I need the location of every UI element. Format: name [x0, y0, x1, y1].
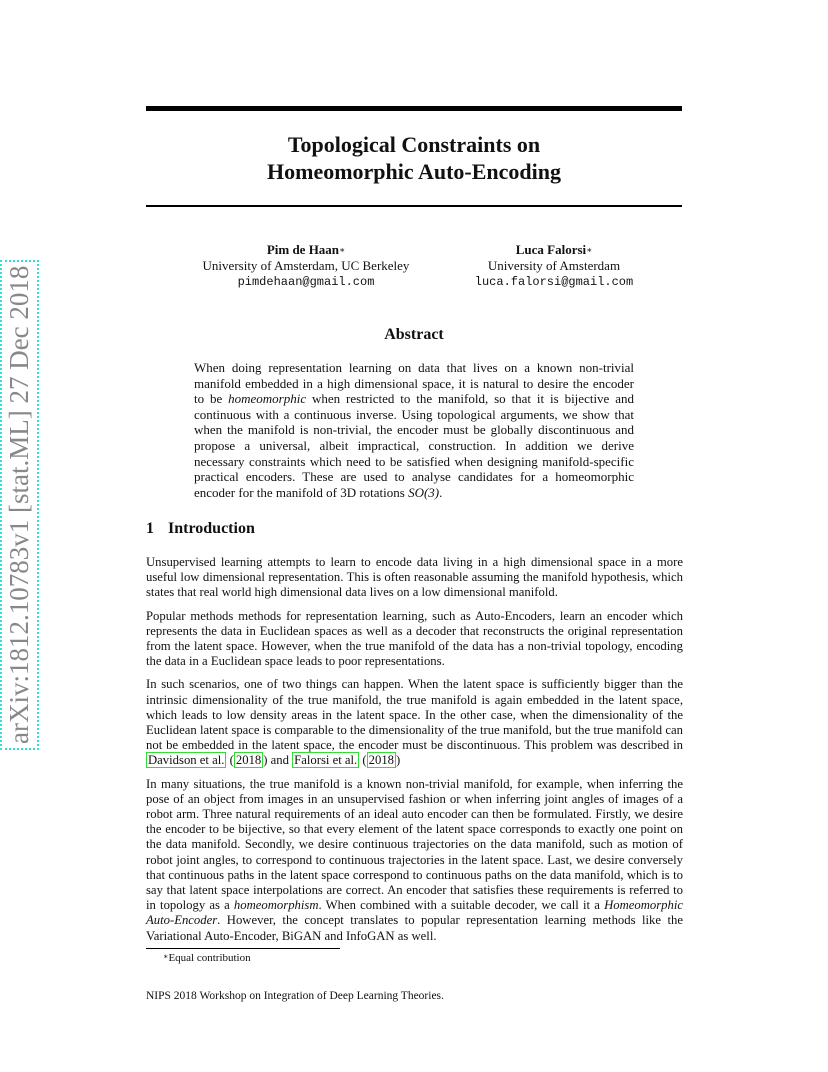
paper-title — [146, 131, 682, 185]
paragraph-text: In many situations, the true manifold is a known non-trivial manifold, for example, when inferring the pose of an object from images in an unsupervised fashion or when inferring joint angles of images of a robot arm. Three natural requirements of an ideal auto encoder can then be formulated. Firstly, we desire the encoder to be bijective, so that every element of the latent space corresponds to exactly one point on the data manifold. Secondly, we desire continuous trajectories on the data manifold, such as motion of robot joint angles, to correspond to continuous trajectories in the latent space. Last, we desire conversely that continuous paths in the latent space correspond to continuous paths on the data manifold, which is to say that latent space interpolations are correct. An encoder that satisfies these requirements is referred to in topology as a — [146, 776, 683, 913]
paragraph — [146, 777, 683, 944]
paragraph: In such scenarios, one of two things can happen. When the latent space is sufficiently bigger than the intrinsic dimensionality of the true manifold, the true manifold is again embedded in the latent space, which leads to low density areas in the latent space. In the other case, when the dimensionality of the Euclidean latent space is comparable to the dimensionality of the true manifold, but the true manifold can not be embedded in the latent space, the encoder must be discontinuous. This problem was described in Davidson et al. ( 2018 ) and Falorsi et al. ( 2018 ) — [146, 677, 683, 768]
citation-year-link[interactable]: 2018 — [368, 753, 395, 768]
abstract-part: . — [439, 484, 443, 500]
paragraph: Unsupervised learning attempts to learn to encode data living in a high dimensional space in a more useful low dimensional representation. This is often reasonable assuming the manifold hypothesis, which states that real world high dimensional data lives on a low dimensional manifold. — [146, 555, 683, 600]
title-rule-top — [146, 106, 682, 111]
author-block-1 — [188, 242, 424, 290]
abstract-part: when restricted to the manifold, so that it is bijective and continuous with a continuous inverse. Using topological arguments, we show that when the manifold is non-trivial, the encoder must be globally discontinuous and propose a universal, albeit impractical, construction. In addition we derive necessary constraints which need to be satisfied when designing manifold-specific practical encoders. These are used to analyse candidates for a homeomorphic encoder for the manifold of 3D rotations — [194, 391, 634, 500]
footnote-text: Equal contribution — [168, 952, 251, 964]
paragraph-text: . When combined with a suitable decoder, we call it a — [318, 898, 605, 913]
title-line-1: Topological Constraints on — [287, 132, 541, 157]
abstract-math: SO(3) — [408, 484, 440, 500]
paragraph-text: and — [267, 753, 293, 768]
arxiv-stamp: arXiv:1812.10783v1 [stat.ML] 27 Dec 2018 — [4, 265, 34, 744]
paragraph: Popular methods methods for representation learning, such as Auto-Encoders, learn an encoder which represents the data in Euclidean spaces as well as a decoder that reconstructs the original representation from the latent space. However, when the true manifold of the data has a non-trivial topology, encoding the data in a Euclidean space leads to poor representations. — [146, 608, 683, 669]
citation-year-link[interactable]: 2018 — [235, 753, 262, 768]
citation-link[interactable]: Falorsi et al. — [294, 753, 358, 768]
abstract-text — [194, 360, 634, 500]
author-affiliation: University of Amsterdam — [487, 258, 621, 273]
author-mark: ∗ — [339, 245, 346, 255]
author-mark: ∗ — [586, 245, 593, 255]
author-block-2 — [460, 242, 648, 290]
citation-link[interactable]: Davidson et al. — [148, 753, 225, 768]
section-heading — [146, 520, 255, 538]
author-affiliation: University of Amsterdam, UC Berkeley — [202, 258, 410, 273]
author-name: Pim de Haan — [266, 242, 340, 257]
abstract-emphasis: homeomorphic — [228, 391, 307, 407]
venue-note: NIPS 2018 Workshop on Integration of Deep Learning Theories. — [146, 990, 444, 1002]
author-email[interactable]: pimdehaan@gmail.com — [237, 275, 375, 289]
emphasis: homeomorphism — [233, 898, 319, 913]
intro-body — [146, 555, 683, 952]
section-number: 1 — [146, 520, 154, 537]
title-line-2: Homeomorphic Auto-Encoding — [267, 159, 561, 184]
footnote-rule — [146, 948, 340, 949]
emphasis: Homeomorphic Auto-Encoder — [146, 898, 683, 928]
footnote — [163, 952, 251, 964]
paragraph-text: . However, the concept translates to popular representation learning methods like the Variational Auto-Encoder, BiGAN and InfoGAN as well. — [146, 913, 683, 943]
paragraph-text: In such scenarios, one of two things can happen. When the latent space is sufficiently bigger than the intrinsic dimensionality of the true manifold, the true manifold is again embedded in the latent space, which leads to low density areas in the latent space. In the other case, when the dimensionality of the Euclidean latent space is comparable to the dimensionality of the true manifold, but the true manifold can not be embedded in the latent space, the encoder must be discontinuous. This problem was described in — [146, 677, 683, 753]
section-title: Introduction — [168, 520, 255, 537]
author-name: Luca Falorsi — [515, 242, 587, 257]
abstract-heading: Abstract — [384, 326, 444, 343]
abstract-part: When doing representation learning on data that lives on a known non-trivial manifold embedded in a high dimensional space, it is natural to desire the encoder to be — [194, 360, 634, 407]
footnote-mark: ∗ — [163, 952, 169, 961]
author-email[interactable]: luca.falorsi@gmail.com — [474, 275, 634, 289]
title-rule-bottom — [146, 205, 682, 207]
